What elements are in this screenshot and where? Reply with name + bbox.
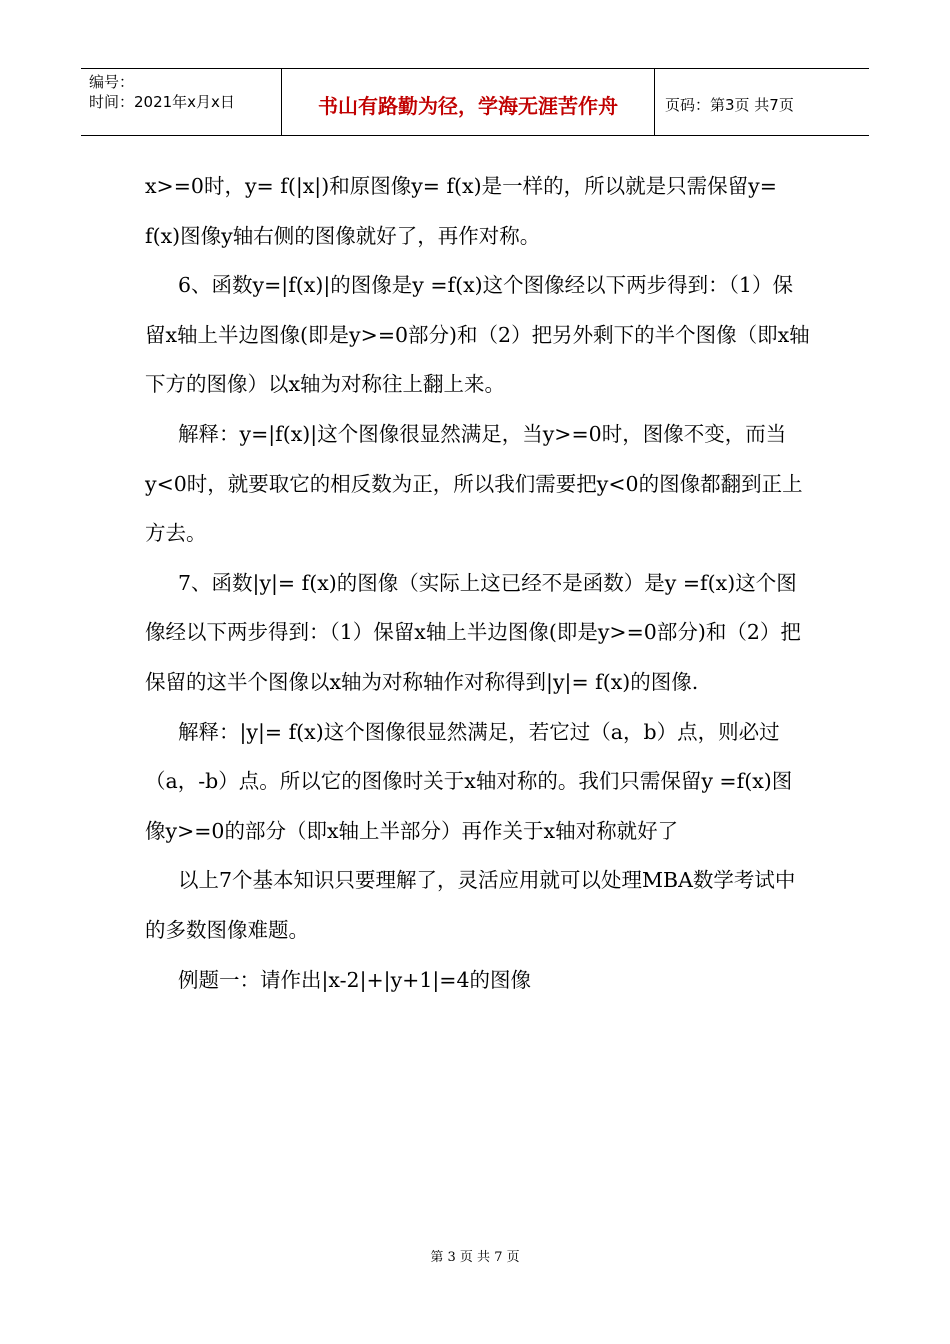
- paragraph-continuation: x>=0时，y= f(|x|)和原图像y= f(x)是一样的，所以就是只需保留y= f(x)图像y轴右侧的图像就好了，再作对称。: [145, 174, 777, 248]
- paragraph-explanation-6: 解释：y=|f(x)|这个图像很显然满足，当y>=0时，图像不变，而当y<0时，就要取它的相反数为正，所以我们需要把y<0的图像都翻到正上方去。: [145, 421, 803, 546]
- document-body: [145, 162, 810, 1005]
- header-page-info: 页码：第3页 共7页: [665, 95, 794, 114]
- paragraph-example-1: 例题一：请作出|x-2|+|y+1|=4的图像: [178, 967, 531, 992]
- document-number-label: 编号：: [89, 73, 135, 91]
- paragraph-item-6: 6、函数y=|f(x)|的图像是y =f(x)这个图像经以下两步得到：（1）保留x轴上半边图像(即是y>=0部分)和（2）把另外剩下的半个图像（即x轴下方的图像）以x轴为对称往上翻上来。: [145, 273, 810, 397]
- page-footer: 第 3 页 共 7 页: [430, 1250, 520, 1265]
- paragraph-summary: 以上7个基本知识只要理解了，灵活应用就可以处理MBA数学考试中的多数图像难题。: [145, 868, 796, 942]
- paragraph-item-7: 7、函数|y|= f(x)的图像（实际上这已经不是函数）是y =f(x)这个图像经以下两步得到：（1）保留x轴上半边图像(即是y>=0部分)和（2）把保留的这半个图像以x轴为对称轴作对称得到|y|= f(x)的图像.: [145, 570, 801, 694]
- header-motto: 书山有路勤为径，学海无涯苦作舟: [282, 69, 655, 135]
- document-date-label: 时间：2021年x月x日: [89, 93, 235, 111]
- document-header: [81, 68, 869, 136]
- paragraph-explanation-7: 解释：|y|= f(x)这个图像很显然满足，若它过（a，b）点，则必过（a，-b）点。所以它的图像时关于x轴对称的。我们只需保留y =f(x)图像y>=0的部分（即x轴上半部分）再作关于x轴对称就好了: [145, 719, 793, 843]
- header-meta-cell: [81, 69, 282, 135]
